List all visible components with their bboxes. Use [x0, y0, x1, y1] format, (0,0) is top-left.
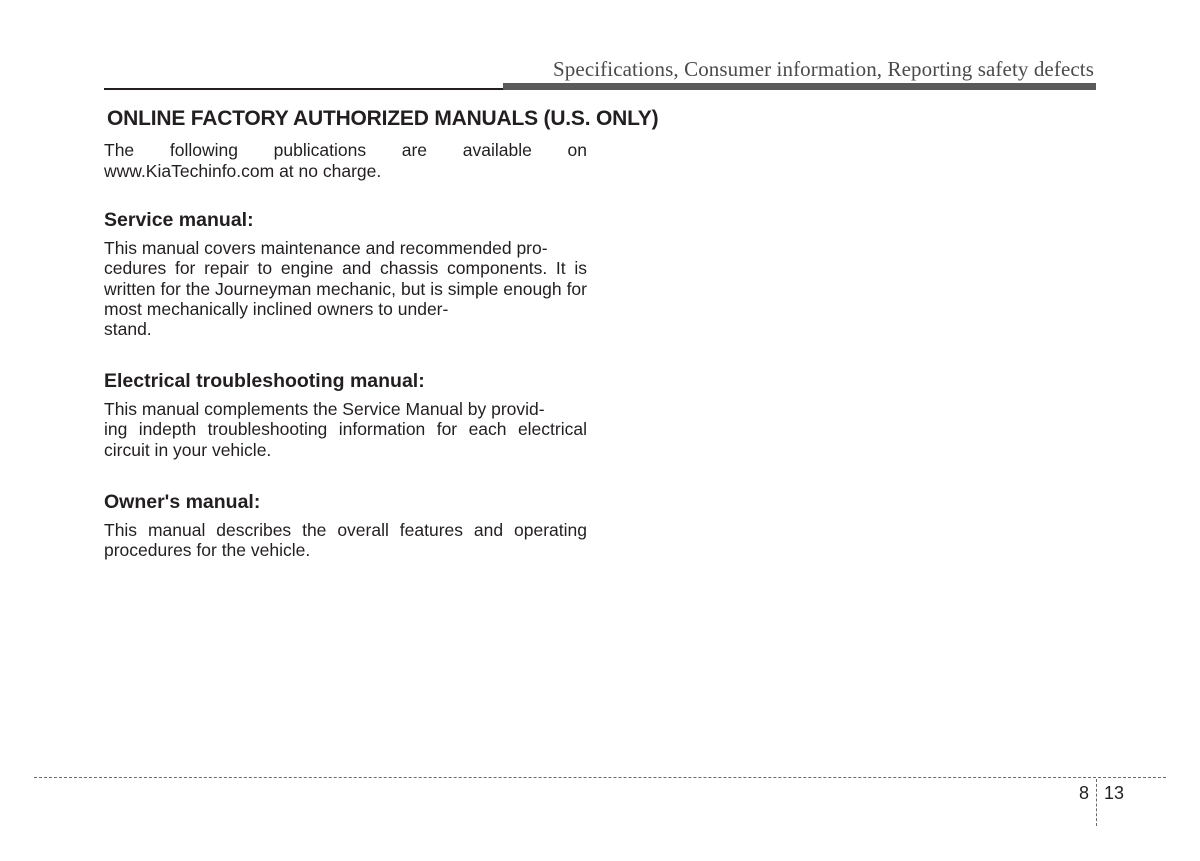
electrical-manual-body: This manual complements the Service Manual by provid- ing indepth troubleshooting information for each electrical circuit in your vehicle. [104, 399, 587, 460]
intro-word: on [567, 140, 587, 160]
service-manual-body: This manual covers maintenance and recommended pro- cedures for repair to engine and chassis components. It is written for the Journeyman mechanic, but is simple enough for most mechanically inclined owners to under- stand. [104, 238, 587, 340]
section-title: ONLINE FACTORY AUTHORIZED MANUALS (U.S. ONLY) [107, 107, 659, 130]
service-manual-section [104, 208, 587, 339]
intro-word: following [169, 140, 238, 160]
intro-word: available [462, 140, 532, 160]
page-number: 13 [1104, 783, 1125, 803]
intro-line-1 [104, 140, 587, 161]
electrical-manual-heading: Electrical troubleshooting manual: [104, 370, 425, 392]
service-manual-heading: Service manual: [104, 209, 254, 231]
owners-manual-heading: Owner's manual: [104, 491, 261, 513]
owners-manual-section [104, 490, 587, 561]
header-rule-thick [503, 83, 1096, 90]
footer-rule [34, 777, 1166, 778]
intro-word: are [401, 140, 428, 160]
intro-paragraph [104, 140, 587, 181]
page-number-divider [1096, 779, 1097, 826]
intro-word: publications [273, 140, 367, 160]
intro-word: The [104, 140, 135, 160]
header-rule-thin [104, 88, 504, 90]
owners-manual-body: This manual describes the overall features and operating procedures for the vehicle. [104, 520, 587, 561]
electrical-manual-section [104, 369, 587, 460]
intro-line-2: www.KiaTechinfo.com at no charge. [104, 160, 382, 181]
chapter-number: 8 [1079, 783, 1090, 803]
running-header: Specifications, Consumer information, Reporting safety defects [553, 57, 1094, 81]
